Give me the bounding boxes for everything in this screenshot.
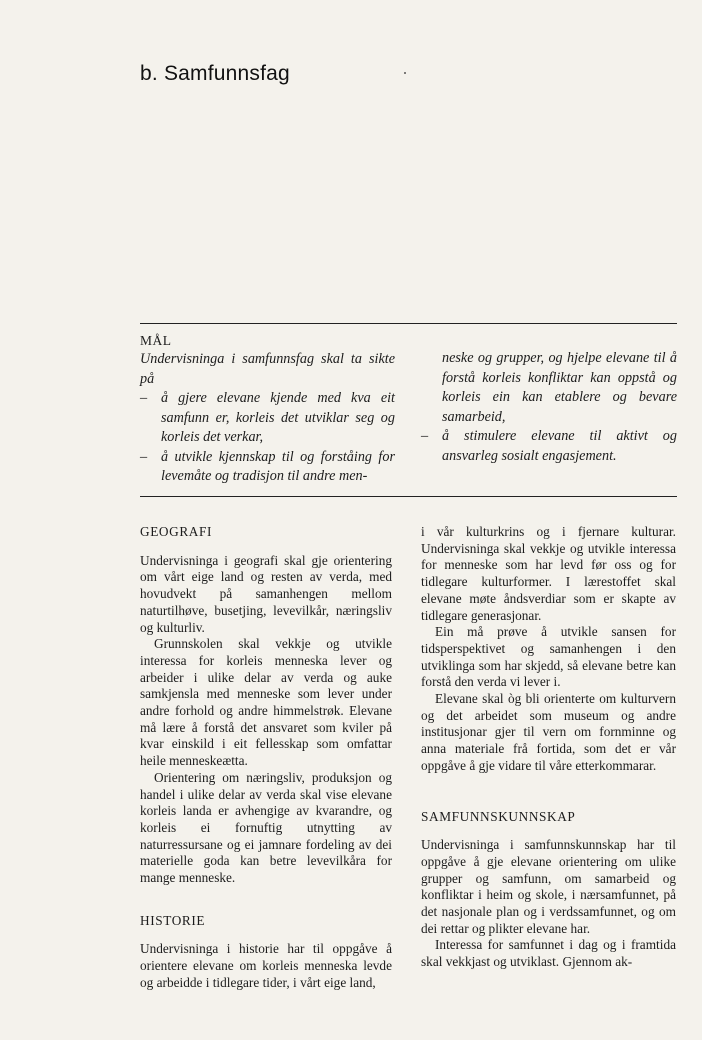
historie-paragraph: Elevane skal òg bli orienterte om kulturvern og det arbeidet som museum og andre institusjonar gjer til vern om fornminne og anna materiale frå fortida, som det er vår oppgåve å gje vidare til våre etterkommarar. bbox=[421, 691, 676, 773]
spacer bbox=[421, 775, 676, 809]
mal-intro bbox=[140, 349, 395, 389]
mal-item bbox=[140, 448, 395, 487]
historie-paragraph: Undervisninga i historie har til oppgåve å orientere elevane om korleis menneska levde og arbeidde i tidlegare tider, i vårt eige land, bbox=[140, 941, 392, 990]
samfunnskunnskap-paragraph: Undervisninga i samfunnskunnskap har til oppgåve å gje elevane orientering om ulike grupper og samfunn, om samarbeid og konfliktar i heim og skole, i nærsamfunnet, på det nasjonale plan og i verdssamfunnet, og om dei rettar og plikter elevane har. bbox=[421, 837, 676, 936]
mal-item-text: å stimulere elevane til aktivt og ansvarleg sosialt engasjement. bbox=[442, 428, 677, 464]
mal-item bbox=[140, 389, 395, 448]
speck bbox=[404, 72, 406, 74]
spacer bbox=[140, 887, 392, 913]
mal-item-continued: neske og grupper, og hjelpe elevane til å forstå korleis konfliktar kan oppstå og korleis ein kan etablere og bevare samarbeid, bbox=[442, 350, 677, 425]
mal-item-text: å gjere elevane kjende med kva eit samfunn er, korleis det utviklar seg og korleis det verkar, bbox=[161, 390, 395, 446]
dash: – bbox=[421, 428, 429, 445]
geografi-paragraph: Undervisninga i geografi skal gje orientering om vårt eige land og resten av verda, med hovudvekt på samanhengen mellom naturtilhøve, busetjing, levevilkår, næringsliv og kulturliv. bbox=[140, 552, 392, 635]
samfunnskunnskap-heading: SAMFUNNSKUNNSKAP bbox=[421, 808, 576, 824]
historie-paragraph-continued: i vår kulturkrins og i fjernare kulturar. Undervisninga skal vekkje og utvikle interessa for menneske som har levd før oss og for tidlegare kulturformer. I lærestoffet skal elevane møte åndsverdiar som er skapte av tidlegare generasjonar. bbox=[421, 524, 676, 623]
mal-left-column bbox=[140, 349, 395, 487]
section-title: b. Samfunnsfag bbox=[140, 62, 290, 85]
mal-right-column bbox=[421, 349, 677, 467]
samfunnskunnskap-paragraph: Interessa for samfunnet i dag og i framtida skal vekkjast og utviklast. Gjennom ak- bbox=[421, 937, 676, 970]
mal-intro-text: Undervisninga i samfunnsfag skal ta sikte på bbox=[140, 351, 395, 387]
mal-item bbox=[421, 427, 677, 466]
mal-heading: MÅL bbox=[140, 333, 172, 348]
body-left-column bbox=[140, 524, 392, 992]
mal-item-text: å utvikle kjennskap til og forståing for levemåte og tradisjon til andre men- bbox=[161, 448, 395, 485]
bottom-rule bbox=[140, 496, 677, 497]
top-rule bbox=[140, 323, 677, 324]
geografi-paragraph: Grunnskolen skal vekkje og utvikle interessa for korleis menneska lever og arbeider i ulike delar av verda og auke samkjensla med menneske som lever under andre forhold og andre himmelstrøk. Elevane må lære å forstå det ansvaret som kviler på kvar einskild i eit fellesskap som omfattar heile menneskeætta. bbox=[140, 636, 392, 769]
dash: – bbox=[140, 448, 148, 465]
geografi-heading: GEOGRAFI bbox=[140, 524, 213, 539]
historie-heading: HISTORIE bbox=[140, 912, 206, 928]
historie-paragraph: Ein må prøve å utvikle sansen for tidsperspektivet og samanhengen i den utviklinga som har skjedd, så elevane betre kan forstå den verda vi lever i. bbox=[421, 624, 676, 690]
body-right-column bbox=[421, 524, 676, 971]
geografi-paragraph: Orientering om næringsliv, produksjon og handel i ulike delar av verda skal vise elevane korleis landa er avhengige av kvarandre, og korleis ei fornuftig utnytting av naturressursane og ei jamnare fordeling av dei materielle goda kan betre levevilkåra for mange menneske. bbox=[140, 769, 392, 886]
dash: – bbox=[140, 390, 148, 406]
